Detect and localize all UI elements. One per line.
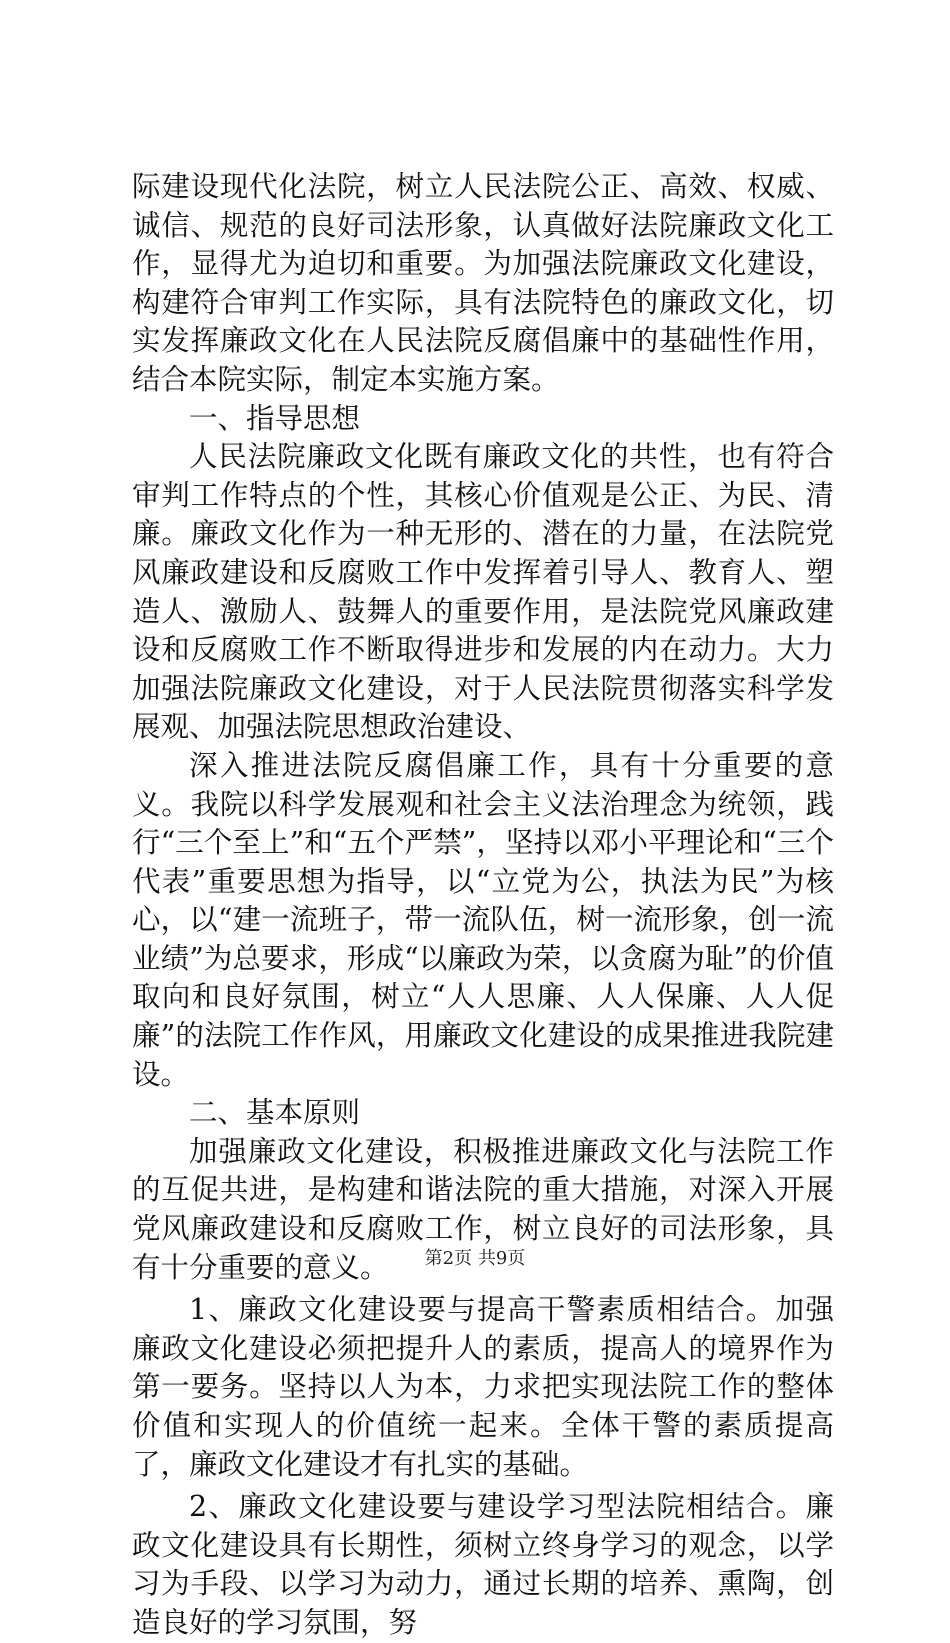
page-indicator: 第2页 共9页 <box>424 1248 526 1269</box>
guiding-ideology-paragraph-2: 深入推进法院反腐倡廉工作，具有十分重要的意义。我院以科学发展观和社会主义法治理念为统领，践行“三个至上”和“五个严禁”，坚持以邓小平理论和“三个代表”重要思想为指导，以“立党为公，执法为民”为核心，以“建一流班子，带一流队伍，树一流形象，创一流业绩”为总要求，形成“以廉政为荣，以贪腐为耻”的价值取向和良好氛围，树立“人人思廉、人人保廉、人人促廉”的法院工作作风，用廉政文化建设的成果推进我院建设。 <box>132 748 834 1091</box>
intro-paragraph: 际建设现代化法院，树立人民法院公正、高效、权威、诚信、规范的良好司法形象，认真做好法院廉政文化工作，显得尤为迫切和重要。为加强法院廉政文化建设，构建符合审判工作实际，具有法院特色的廉政文化，切实发挥廉政文化在人民法院反腐倡廉中的基础性作用，结合本院实际，制定本实施方案。 <box>132 170 834 396</box>
section-heading-basic-principles: 二、基本原则 <box>189 1096 361 1130</box>
guiding-ideology-paragraph-1: 人民法院廉政文化既有廉政文化的共性，也有符合审判工作特点的个性，其核心价值观是公正、为民、清廉。廉政文化作为一种无形的、潜在的力量，在法院党风廉政建设和反腐败工作中发挥着引导人、教育人、塑造人、激励人、鼓舞人的重要作用，是法院党风廉政建设和反腐败工作不断取得进步和发展的内在动力。大力加强法院廉政文化建设，对于人民法院贯彻落实科学发展观、加强法院思想政治建设、 <box>132 440 834 744</box>
document-body <box>132 168 834 1643</box>
principle-item-2: 2、廉政文化建设要与建设学习型法院相结合。廉政文化建设具有长期性，须树立终身学习的观念，以学习为手段、以学习为动力，通过长期的培养、熏陶，创造良好的学习氛围，努 <box>132 1490 834 1639</box>
basic-principles-paragraph: 加强廉政文化建设，积极推进廉政文化与法院工作的互促共进，是构建和谐法院的重大措施，对深入开展党风廉政建设和反腐败工作，树立良好的司法形象，具有十分重要的意义。 <box>132 1134 834 1284</box>
principle-item-1: 1、廉政文化建设要与提高干警素质相结合。加强廉政文化建设必须把提升人的素质，提高人的境界作为第一要务。坚持以人为本，力求把实现法院工作的整体价值和实现人的价值统一起来。全体干警的素质提高了，廉政文化建设才有扎实的基础。 <box>132 1293 834 1481</box>
page-footer <box>0 1244 950 1270</box>
section-heading-guiding-ideology: 一、指导思想 <box>189 401 361 435</box>
